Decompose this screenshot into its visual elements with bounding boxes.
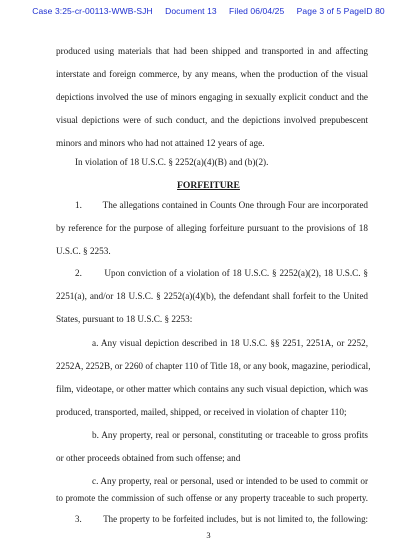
citation-line: In violation of 18 U.S.C. § 2252(a)(4)(B) and (b)(2). [75,157,269,167]
text-line: minors and minors who had not attained 12 years of age. [56,138,265,148]
section-heading: FORFEITURE [177,180,240,191]
text-line: by reference for the purpose of alleging forfeiture pursuant to the provisions of 18 [56,223,368,233]
text-line: visual depictions were of such conduct, and the depictions involved prepubescent [56,115,368,125]
text-line: interstate and foreign commerce, by any means, when the production of the visual [56,69,368,79]
page-info: Page 3 of 5 PageID 80 [296,6,385,16]
item-c-line: c. Any property, real or personal, used or intended to be used to commit or [92,476,368,486]
document-number: Document 13 [165,6,217,16]
item-a-line: a. Any visual depiction described in 18 U.S.C. §§ 2251, 2251A, or 2252, [92,338,368,348]
text-line: 2252A, 2252B, or 2260 of chapter 110 of Title 18, or any book, magazine, periodical, [56,361,371,371]
text-line: U.S.C. § 2253. [56,246,111,256]
text-line: or other proceeds obtained from such offense; and [56,453,241,463]
text-line: 2251(a), and/or 18 U.S.C. § 2252(a)(4)(b), the defendant shall forfeit to the United [56,291,368,301]
paragraph-3-line: 3. The property to be forfeited includes, but is not limited to, the following: [75,514,368,524]
case-number: Case 3:25-cr-00113-WWB-SJH [32,6,153,16]
paragraph-2-line: 2. Upon conviction of a violation of 18 U.S.C. § 2252(a)(2), 18 U.S.C. § [75,268,368,278]
text-line: film, videotape, or other matter which contains any such visual depiction, which was [56,384,368,394]
text-line: produced, transported, mailed, shipped, or received in violation of chapter 110; [56,407,347,417]
text-line: to promote the commission of such offense or any property traceable to such property. [56,493,368,503]
paragraph-1-line: 1. The allegations contained in Counts One through Four are incorporated [75,200,368,210]
page-number: 3 [206,530,211,540]
case-header [0,6,417,16]
text-line: produced using materials that had been shipped and transported in and affecting [56,46,368,56]
text-line: States, pursuant to 18 U.S.C. § 2253: [56,314,193,324]
filed-date: Filed 06/04/25 [229,6,285,16]
item-b-line: b. Any property, real or personal, constituting or traceable to gross profits [92,430,368,440]
text-line: depictions involved the use of minors engaging in sexually explicit conduct and the [56,92,368,102]
